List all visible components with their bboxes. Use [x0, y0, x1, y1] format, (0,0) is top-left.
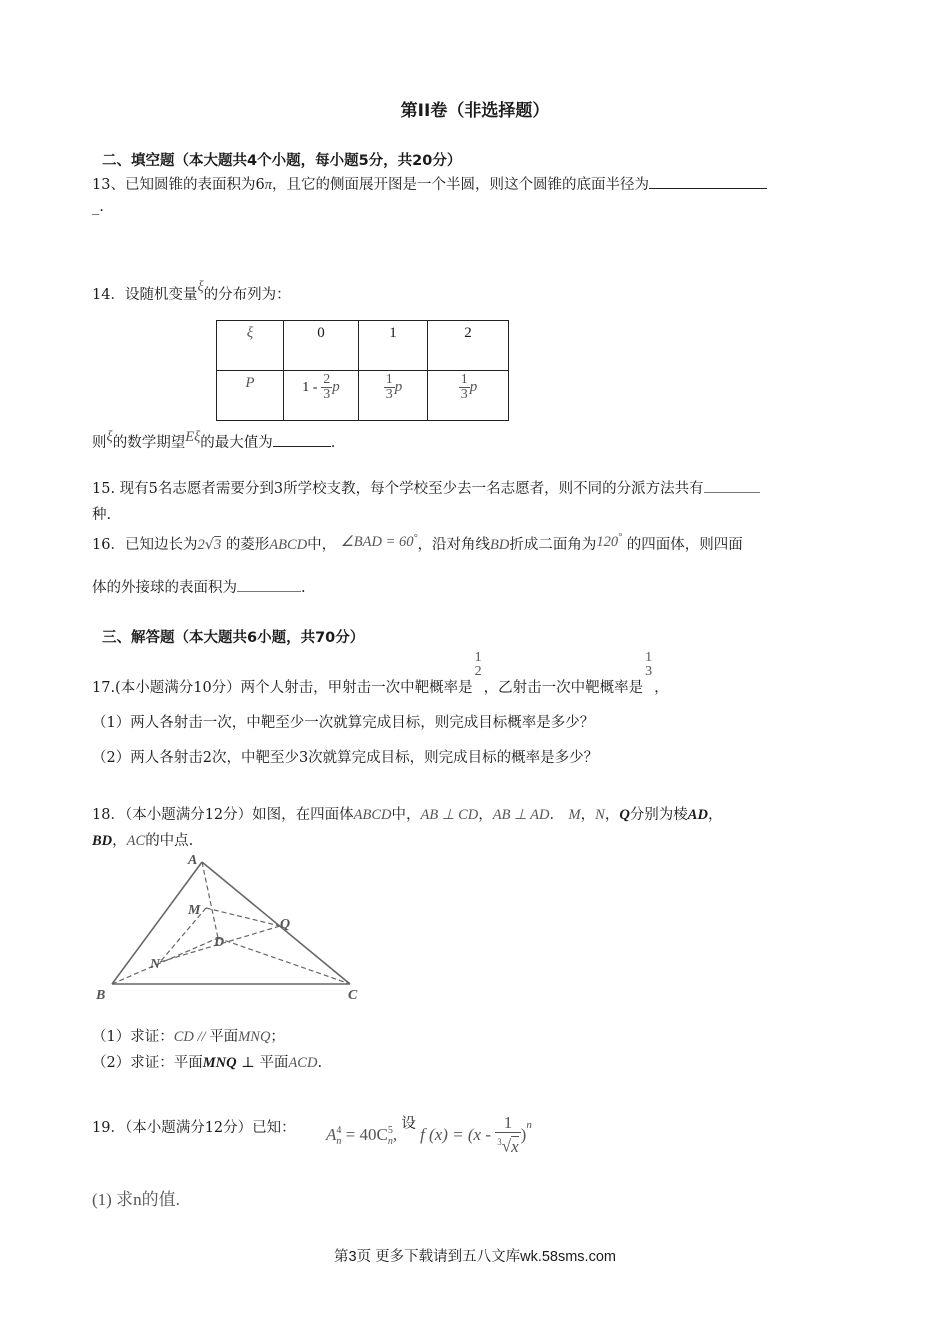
q17-part2: （2）两人各射击2次，中靶至少3次就算完成目标，则完成目标的概率是多少？: [92, 750, 599, 766]
table-header-cell: 2: [428, 321, 509, 371]
expectation-symbol: Eξ: [185, 429, 201, 445]
table-header-cell: ξ: [217, 321, 284, 371]
question-17: 17.(本小题满分10分）两个人射击，甲射击一次中靶概率是 1 2 ，乙射击一次中靶概率是 1 3 ，: [92, 650, 669, 696]
section-heading-solutions: 三、解答题（本大题共6小题，共70分）: [102, 630, 365, 646]
distribution-table: [216, 320, 509, 421]
question-13: [92, 173, 767, 194]
label-n: N: [150, 957, 161, 972]
q18-line2: BD，AC的中点.: [92, 833, 194, 849]
question-19: 19．（本小题满分12分）已知：: [92, 1120, 296, 1136]
page-footer: 第3页 更多下载请到五八文库wk.58sms.com: [334, 1249, 616, 1265]
edge-ac: [202, 862, 350, 984]
label-c: C: [348, 988, 358, 1003]
table-cell-p0: 1 - $\frac{2}{3}$ p: [284, 371, 359, 421]
label-q: Q: [280, 917, 291, 932]
xi-symbol: ξ: [197, 279, 204, 295]
edge-cd: [218, 938, 350, 984]
pi-symbol: π: [264, 177, 272, 193]
label-d: D: [214, 935, 225, 950]
table-cell-p1: $\frac{1}{3}$ p: [359, 371, 428, 421]
label-m: M: [188, 903, 201, 918]
answer-blank[interactable]: [273, 432, 331, 447]
q13-end: _.: [92, 199, 104, 215]
question-15: 15. 现有5名志愿者需要分到3所学校支教，每个学校至少去一名志愿者，则不同的分派方法共有: [92, 477, 760, 498]
q17-part1: （1）两人各射击一次，中靶至少一次就算完成目标，则完成目标概率是多少？: [92, 715, 595, 731]
table-p-label: P: [217, 371, 284, 421]
page-title: 第II卷（非选择题）: [400, 101, 550, 121]
q19-formula: A 4 n = 40C 5 n , 设 f (x) = (x - $\frac{1}{^3√x}$ )n: [326, 1113, 532, 1156]
question-16: 16．已知边长为2√3 的菱形ABCD中， ∠BAD = 60°，沿对角线BD折成二面角为120° 的四面体，则四面: [92, 532, 743, 553]
q13-text-a: 13、已知圆锥的表面积为6: [92, 177, 265, 193]
question-18: 18．（本小题满分12分）如图，在四面体ABCD中，AB ⊥ CD，AB ⊥ AD． M，N，Q分别为棱AD，: [92, 807, 723, 823]
table-header-cell: 0: [284, 321, 359, 371]
q14-expectation: 则ξ的数学期望Eξ的最大值为 .: [92, 429, 336, 451]
section-heading-fill-blank: 二、填空题（本大题共4个小题，每小题5分，共20分）: [102, 153, 462, 169]
q18-part1: （1）求证：CD // 平面MNQ；: [92, 1029, 285, 1045]
q19-part1: (1) 求n的值.: [92, 1190, 180, 1209]
tetrahedron-figure: [88, 850, 388, 1010]
table-cell-p2: $\frac{1}{3}$ p: [428, 371, 509, 421]
answer-blank[interactable]: [649, 174, 767, 189]
question-14: [92, 279, 291, 304]
label-b: B: [96, 988, 106, 1003]
q13-text-b: ，且它的侧面展开图是一个半圆，则这个圆锥的底面半径为: [271, 177, 649, 193]
edge-bd: [112, 938, 218, 984]
q15-end: 种.: [92, 507, 112, 523]
answer-blank[interactable]: [704, 478, 760, 493]
answer-blank[interactable]: [237, 577, 301, 592]
q18-part2: （2）求证：平面MNQ ⊥ 平面ACD.: [92, 1055, 323, 1071]
xi-symbol: ξ: [106, 429, 113, 445]
label-a: A: [188, 853, 198, 868]
q14-intro-b: 的分布列为：: [203, 287, 291, 303]
q16-line2: 体的外接球的表面积为 .: [92, 576, 306, 597]
table-header-cell: 1: [359, 321, 428, 371]
q14-intro-a: 14．设随机变量: [92, 287, 198, 303]
